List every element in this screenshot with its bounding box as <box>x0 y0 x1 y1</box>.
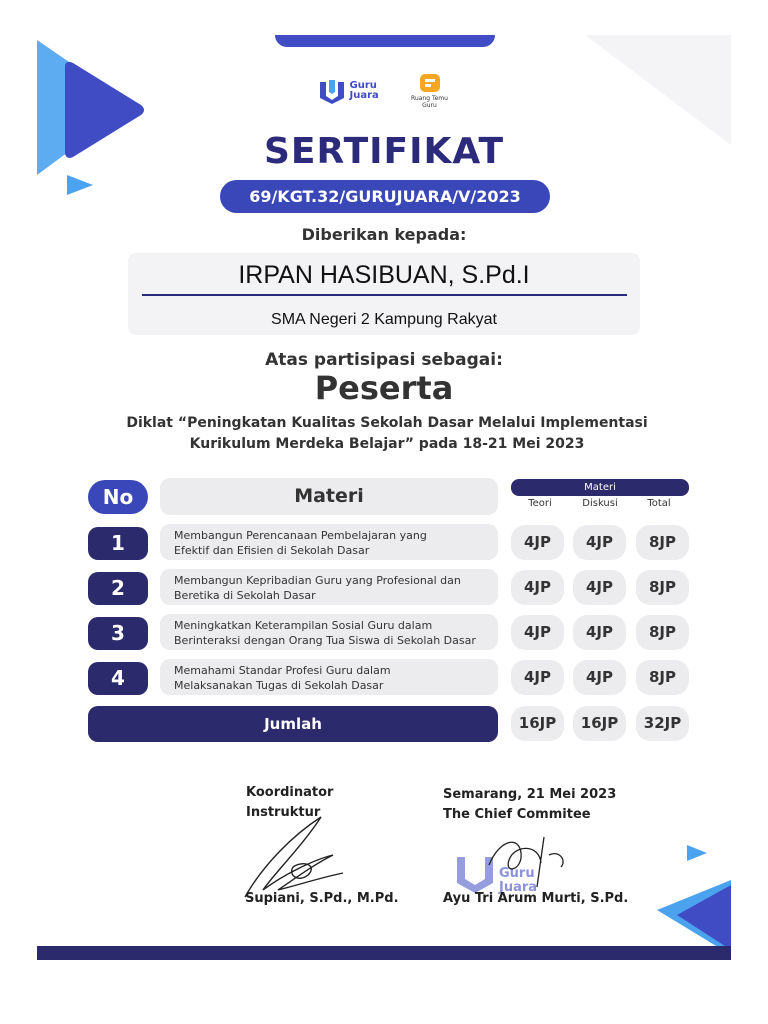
recipient-name: IRPAN HASIBUAN, S.Pd.I <box>238 261 530 289</box>
certificate-number: 69/KGT.32/GURUJUARA/V/2023 <box>220 180 550 213</box>
role-title: Peserta <box>314 369 454 407</box>
row-materi-line-2: Berinteraksi dengan Orang Tua Siswa di Sekolah Dasar <box>174 634 476 647</box>
row-materi-line-1: Membangun Kepribadian Guru yang Profesional dan <box>174 574 461 587</box>
row-materi <box>160 614 498 650</box>
table-header-total: Total <box>647 498 671 509</box>
table-header-materi: Materi <box>160 478 498 515</box>
row-materi-line-1: Meningkatkan Keterampilan Sosial Guru dalam <box>174 619 433 632</box>
table-header-materi-group: Materi <box>511 479 689 496</box>
certificate-title: SERTIFIKAT <box>263 131 505 172</box>
row-materi-line-2: Beretika di Sekolah Dasar <box>174 589 316 602</box>
row-materi <box>160 524 498 560</box>
row-materi-line-2: Efektif dan Efisien di Sekolah Dasar <box>174 544 370 557</box>
ruang-temu-logo <box>408 73 452 109</box>
training-description <box>97 413 677 455</box>
guru-juara-text: Guru Juara <box>349 80 379 101</box>
sum-total: 32JP <box>636 706 689 741</box>
row-materi-line-1: Memahami Standar Profesi Guru dalam <box>174 664 391 677</box>
guru-juara-icon <box>317 78 347 104</box>
row-diskusi: 4JP <box>573 570 626 605</box>
participation-label: Atas partisipasi sebagai: <box>265 350 503 370</box>
svg-text:Guru: Guru <box>499 866 535 881</box>
row-number: 1 <box>88 527 148 560</box>
left-title-line-2: Instruktur <box>246 805 321 820</box>
sum-label: Jumlah <box>88 706 498 742</box>
left-title-line-1: Koordinator <box>246 785 334 800</box>
table-header-diskusi: Diskusi <box>582 498 618 509</box>
row-total: 8JP <box>636 525 689 560</box>
row-total: 8JP <box>636 570 689 605</box>
sum-teori: 16JP <box>511 706 564 741</box>
row-materi-line-1: Membangun Perencanaan Pembelajaran yang <box>174 529 427 542</box>
row-total: 8JP <box>636 660 689 695</box>
logos <box>37 73 731 109</box>
row-teori: 4JP <box>511 570 564 605</box>
play-shape-decoration-top-left <box>37 35 157 205</box>
row-teori: 4JP <box>511 660 564 695</box>
ruang-temu-text: Ruang Temu Guru <box>411 95 448 109</box>
ruang-temu-icon <box>418 73 442 95</box>
svg-text:Juara: Juara <box>499 880 538 895</box>
row-diskusi: 4JP <box>573 660 626 695</box>
top-tab-decoration <box>275 35 495 47</box>
table-header-teori: Teori <box>528 498 552 509</box>
row-diskusi: 4JP <box>573 615 626 650</box>
right-signer-title <box>443 785 616 825</box>
description-line-1: Diklat “Peningkatan Kualitas Sekolah Dasar Melalui Implementasi <box>126 415 648 431</box>
left-signer-name: Supiani, S.Pd., M.Pd. <box>245 891 399 906</box>
guru-juara-logo <box>317 78 382 104</box>
bottom-bar <box>37 946 731 960</box>
right-place-date: Semarang, 21 Mei 2023 <box>443 787 617 802</box>
right-signer-name: Ayu Tri Arum Murti, S.Pd. <box>443 891 629 906</box>
row-number: 4 <box>88 662 148 695</box>
right-title: The Chief Commitee <box>443 807 591 822</box>
school-name: SMA Negeri 2 Kampung Rakyat <box>271 311 497 328</box>
row-teori: 4JP <box>511 525 564 560</box>
row-materi <box>160 569 498 605</box>
name-underline <box>142 294 627 296</box>
row-materi <box>160 659 498 695</box>
row-number: 2 <box>88 572 148 605</box>
row-diskusi: 4JP <box>573 525 626 560</box>
row-total: 8JP <box>636 615 689 650</box>
description-line-2: Kurikulum Merdeka Belajar” pada 18-21 Mei 2023 <box>189 436 585 452</box>
row-number: 3 <box>88 617 148 650</box>
given-to-label: Diberikan kepada: <box>301 225 467 244</box>
sum-diskusi: 16JP <box>573 706 626 741</box>
row-teori: 4JP <box>511 615 564 650</box>
table-header-no: No <box>88 480 148 514</box>
row-materi-line-2: Melaksanakan Tugas di Sekolah Dasar <box>174 679 384 692</box>
certificate <box>37 35 731 960</box>
